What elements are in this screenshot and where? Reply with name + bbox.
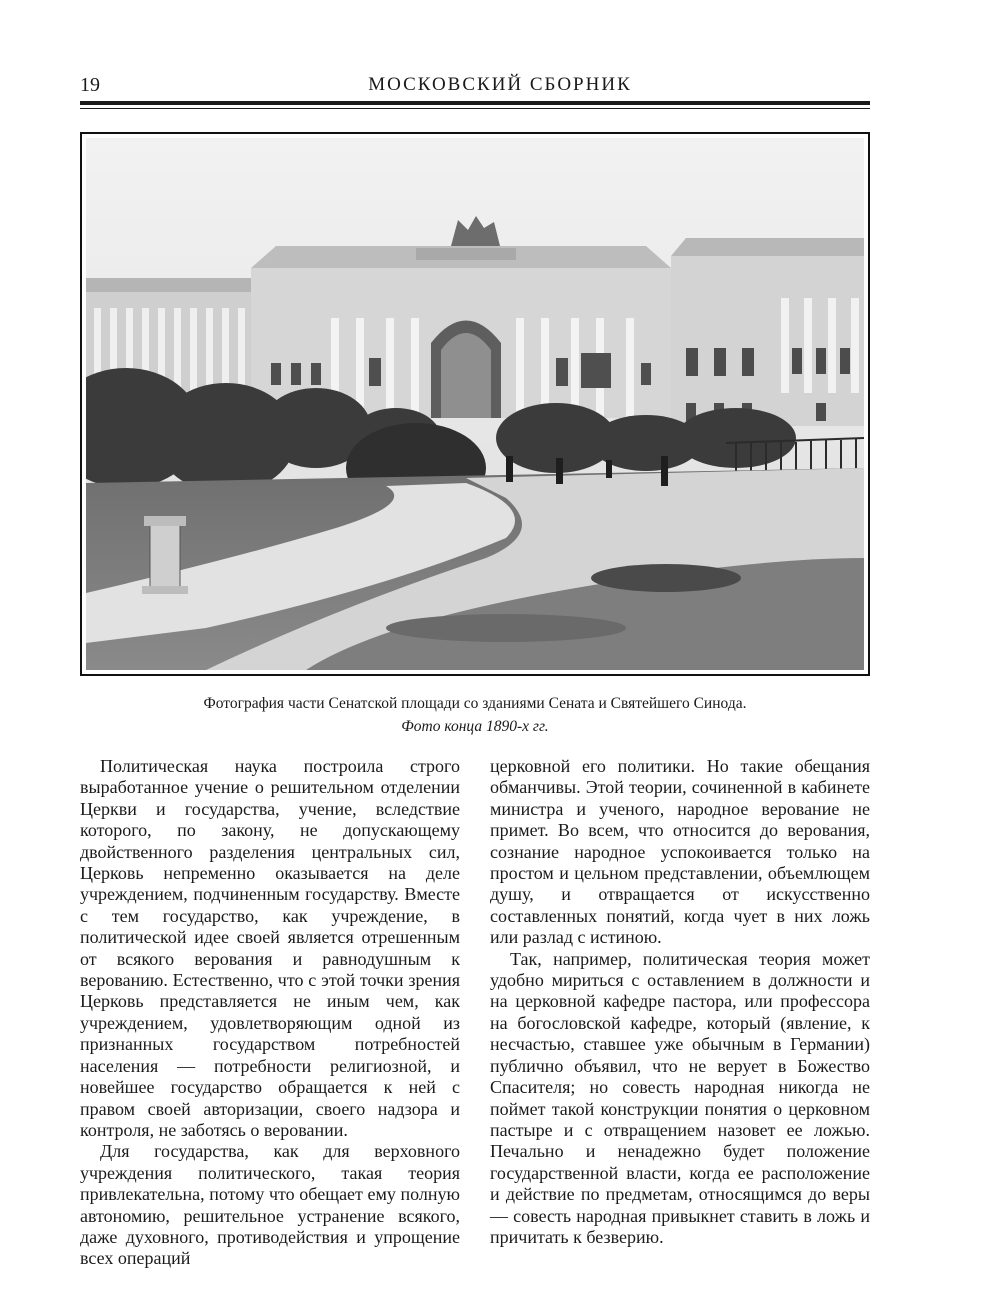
paragraph: Политическая наука построила строго выработанное учение о решительном отделении Церкви и государства, учение, вследствие которого, по закону, не допускающему двойственного разделения центральных сил, Церковь непременно оказывается на деле учреждением, подчиненным государству. Вместе с тем государство, как учреждение, в политической идее своей является отрешенным от всякого верования и равнодушным к верованию. Естественно, что с этой точки зрения Церковь представляется не иным чем, как учреждением, удовлетворяющим одной из признанных государством потребностей населения — потребности религиозной, и новейшее государство обращается к ней с правом своей авторизации, своего надзора и контроля, не заботясь о веровании.	[80, 756, 460, 1140]
photograph	[80, 132, 870, 676]
header-rule-thick	[80, 101, 870, 105]
senate-square-illustration	[86, 138, 864, 670]
paragraph: Для государства, как для верховного учреждения политического, такая теория привлекательна, потому что обещает ему полную автономию, решительное устранение всякого, даже духовного, противодействия и упрощение всех операций	[80, 1141, 460, 1269]
text-column-left	[80, 756, 460, 1270]
figure-credit: Фото конца 1890-х гг.	[401, 718, 549, 735]
paragraph-continued: церковной его политики. Но такие обещания обманчивы. Этой теории, сочиненной в кабинете министра и ученого, народное верование не примет. Во всем, что относится до верования, сознание народное успокоивается только на простом и цельном представлении, объемлющем душу, и отвращается от искусственно составленных понятий, когда чует в них ложь или разлад с истиною.	[490, 756, 870, 948]
paragraph: Так, например, политическая теория может удобно мириться с оставлением в должности и на церковной кафедре пастора, или профессора на богословской кафедре, который (явление, к несчастью, ставшее уже обычным в Германии) публично объявил, что не верует в Божество Спасителя; но совесть народная никогда не поймет такой конструкции понятия о церковном пастыре и с отвращением назовет ее ложью. Печально и ненадежно будет положение государственной власти, когда ее расположение и действие по предметам, относящимся до веры — совесть народная привыкнет ставить в ложь и причитать к безверию.	[490, 948, 870, 1247]
text-column-right	[490, 756, 870, 1248]
figure-caption: Фотография части Сенатской площади со зданиями Сената и Святейшего Синода.	[203, 695, 747, 712]
running-title: МОСКОВСКИЙ СБОРНИК	[368, 74, 632, 95]
right-wing-building	[671, 238, 864, 426]
header-rule-thin	[80, 108, 870, 109]
flower-bed	[591, 564, 741, 592]
central-building	[251, 216, 671, 418]
page-number: 19	[80, 74, 100, 96]
